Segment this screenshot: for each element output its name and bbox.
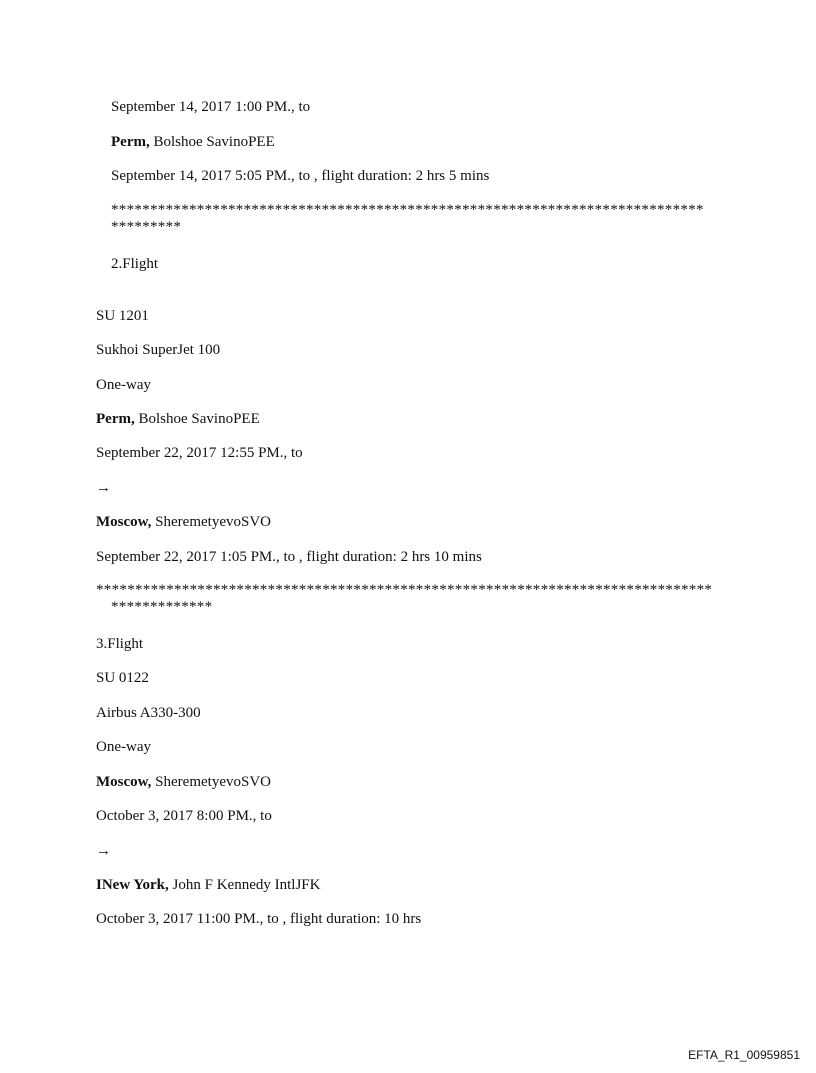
flight3-arrive-time: October 3, 2017 11:00 PM., to , flight duration: 10 hrs xyxy=(96,911,422,927)
flight2-depart-time: September 22, 2017 12:55 PM., to xyxy=(96,445,303,461)
flight2-aircraft: Sukhoi SuperJet 100 xyxy=(96,342,221,358)
flight2-origin-city: Perm, xyxy=(96,411,135,427)
flight3-destination-airport: John F Kennedy IntlJFK xyxy=(172,877,321,893)
flight2-origin xyxy=(96,410,260,428)
flight3-heading: 3.Flight xyxy=(96,636,144,652)
flight3-depart-time: October 3, 2017 8:00 PM., to xyxy=(96,808,272,824)
separator-line: **************************************************************************** xyxy=(111,202,704,218)
flight2-trip-type: One-way xyxy=(96,377,151,393)
flight2-destination-city: Moscow, xyxy=(96,514,152,530)
flight1-arrival-time: September 14, 2017 5:05 PM., to , flight duration: 2 hrs 5 mins xyxy=(111,168,490,184)
flight3-origin xyxy=(96,773,271,791)
flight2-origin-airport: Bolshoe SavinoPEE xyxy=(138,411,260,427)
flight2-arrow-icon: → xyxy=(96,480,111,496)
flight1-arrival-airport: Bolshoe SavinoPEE xyxy=(153,134,275,150)
flight3-trip-type: One-way xyxy=(96,739,151,755)
separator-line: ******************************************************************************* xyxy=(96,582,713,598)
document-id-footer: EFTA_R1_00959851 xyxy=(688,1048,800,1062)
flight3-origin-city: Moscow, xyxy=(96,774,152,790)
flight3-aircraft: Airbus A330-300 xyxy=(96,705,201,721)
flight2-arrive-time: September 22, 2017 1:05 PM., to , flight duration: 2 hrs 10 mins xyxy=(96,549,482,565)
flight2-destination xyxy=(96,513,271,531)
flight3-destination-city: INew York, xyxy=(96,877,169,893)
flight3-arrow-icon: → xyxy=(96,843,111,859)
flight1-arrival-location xyxy=(111,133,275,151)
flight2-heading: 2.Flight xyxy=(111,256,159,272)
flight2-number: SU 1201 xyxy=(96,308,149,324)
separator-line-continued: ********* xyxy=(111,219,182,235)
flight3-origin-airport: SheremetyevoSVO xyxy=(155,774,271,790)
flight2-destination-airport: SheremetyevoSVO xyxy=(155,514,271,530)
flight1-arrival-depart-time: September 14, 2017 1:00 PM., to xyxy=(111,99,311,115)
separator-line-continued: ************* xyxy=(111,599,213,615)
flight3-number: SU 0122 xyxy=(96,670,149,686)
flight3-destination xyxy=(96,876,320,894)
flight1-arrival-city: Perm, xyxy=(111,134,150,150)
